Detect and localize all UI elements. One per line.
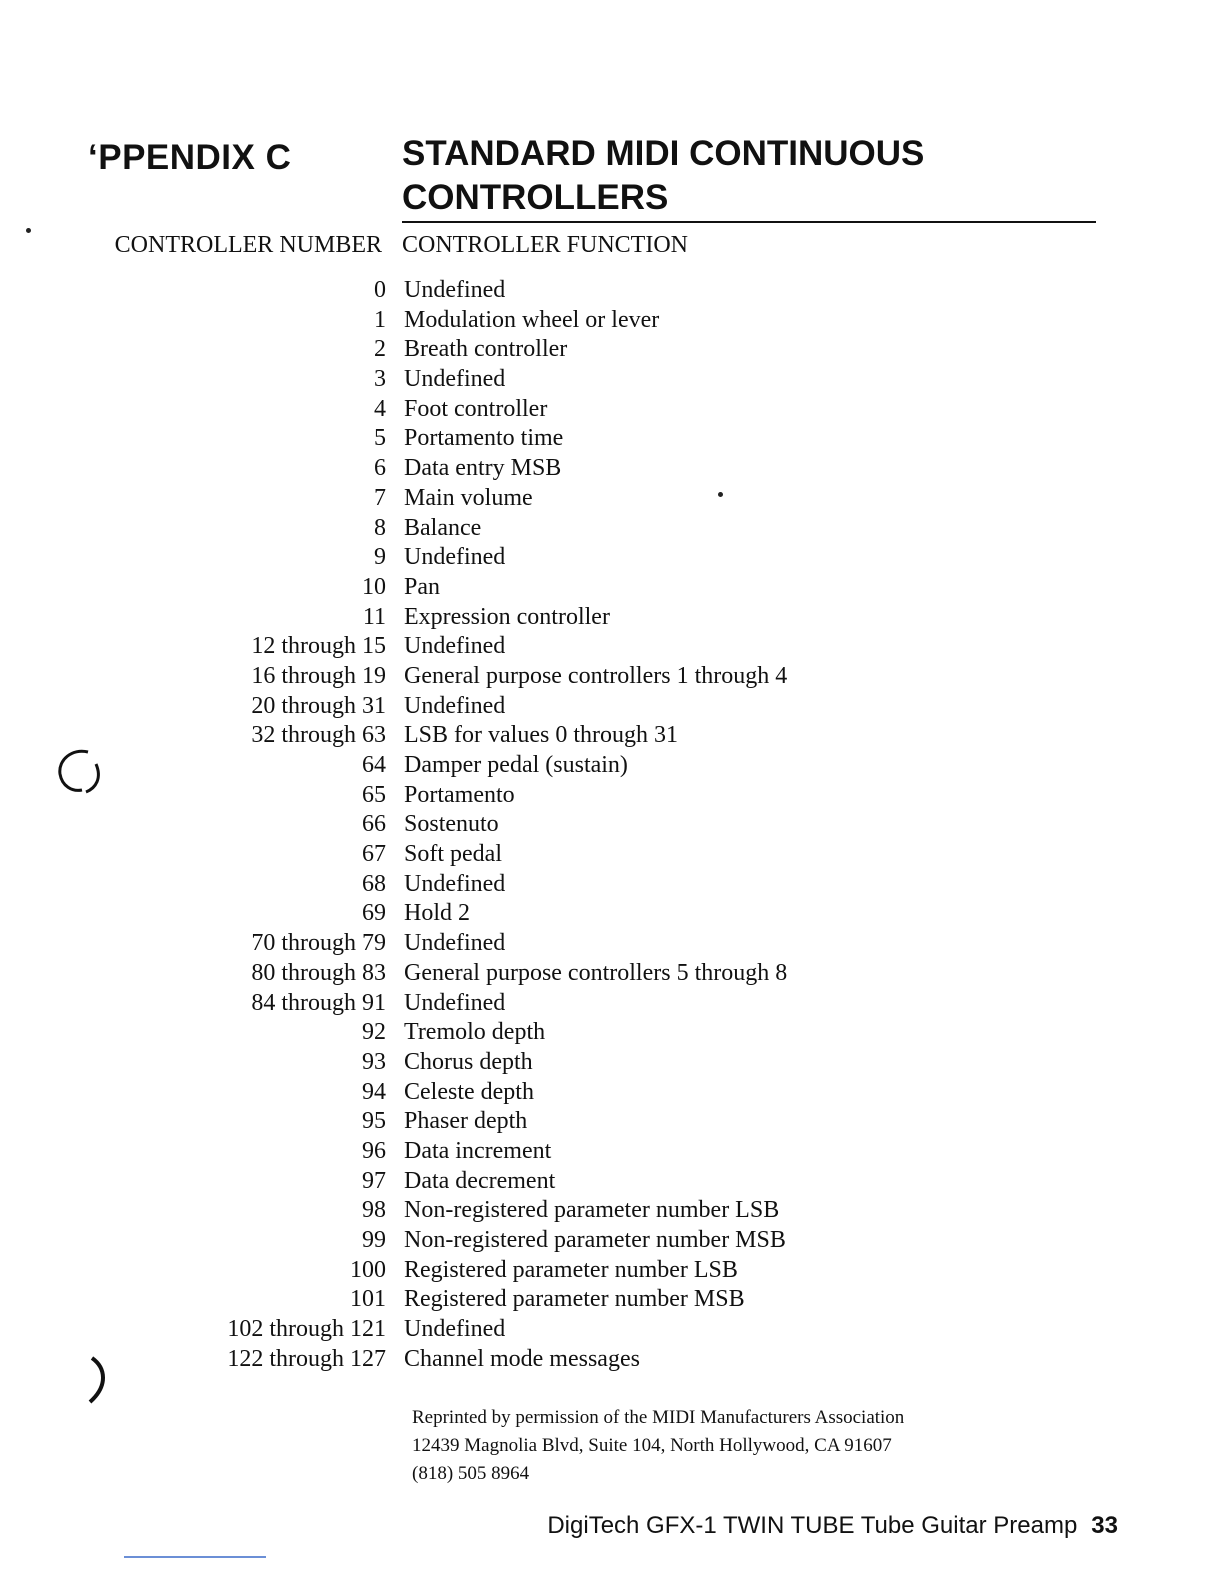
- table-row: [0, 425, 1224, 455]
- table-row: [0, 1197, 1224, 1227]
- controller-function: Portamento time: [404, 425, 564, 452]
- controller-number: 7: [374, 484, 386, 511]
- title-line-2: CONTROLLERS: [402, 178, 669, 217]
- table-row: [0, 693, 1224, 723]
- controller-function: Undefined: [404, 930, 506, 957]
- table-row: [0, 485, 1224, 515]
- controller-function: Sostenuto: [404, 811, 499, 838]
- table-row: [0, 396, 1224, 426]
- controller-number: 80 through 83: [251, 959, 386, 986]
- controller-function: Soft pedal: [404, 841, 502, 868]
- table-row: [0, 900, 1224, 930]
- controller-function: Celeste depth: [404, 1078, 534, 1105]
- controller-number: 9: [374, 544, 386, 571]
- column-header-number: CONTROLLER NUMBER: [114, 232, 382, 258]
- controller-function: Main volume: [404, 484, 533, 511]
- controller-function: LSB for values 0 through 31: [404, 722, 678, 749]
- table-row: [0, 366, 1224, 396]
- table-row: [0, 1079, 1224, 1109]
- controller-number: 65: [362, 781, 386, 808]
- controller-number: 84 through 91: [251, 989, 386, 1016]
- controller-number: 12 through 15: [251, 633, 386, 660]
- table-row: [0, 604, 1224, 634]
- controller-number: 2: [374, 336, 386, 363]
- controller-function: Undefined: [404, 277, 506, 303]
- controller-table: [0, 277, 1224, 1375]
- controller-number: 102 through 121: [227, 1316, 386, 1343]
- table-row: [0, 455, 1224, 485]
- credit-line-1: Reprinted by permission of the MIDI Manufacturers Association: [412, 1407, 905, 1428]
- controller-number: 92: [362, 1019, 386, 1046]
- controller-number: 20 through 31: [251, 692, 386, 719]
- controller-number: 68: [362, 870, 386, 897]
- controller-number: 95: [362, 1108, 386, 1135]
- binder-hole-mark: [80, 1350, 120, 1410]
- controller-number: 64: [362, 752, 386, 778]
- controller-function: Registered parameter number MSB: [404, 1286, 745, 1313]
- table-row: [0, 1019, 1224, 1049]
- controller-number: 0: [374, 277, 386, 303]
- controller-function: Data decrement: [404, 1167, 556, 1194]
- table-row: [0, 1227, 1224, 1257]
- controller-function: General purpose controllers 1 through 4: [404, 662, 788, 689]
- controller-number: 3: [374, 366, 386, 393]
- table-row: [0, 811, 1224, 841]
- controller-number: 70 through 79: [251, 930, 386, 957]
- controller-function: Pan: [404, 573, 440, 600]
- page-number: 33: [1091, 1512, 1118, 1539]
- controller-number: 66: [362, 811, 386, 838]
- table-row: [0, 1286, 1224, 1316]
- controller-number: 10: [362, 573, 386, 600]
- table-row: [0, 1257, 1224, 1287]
- table-row: [0, 574, 1224, 604]
- controller-number: 69: [362, 900, 386, 927]
- page-footer: [547, 1512, 1118, 1540]
- controller-number: 8: [374, 514, 386, 541]
- column-header-function: CONTROLLER FUNCTION: [402, 232, 688, 258]
- table-row: [0, 722, 1224, 752]
- controller-number: 11: [362, 603, 386, 630]
- controller-function: Balance: [404, 514, 482, 541]
- controller-number: 98: [362, 1197, 386, 1224]
- controller-function: Undefined: [404, 544, 506, 571]
- controller-number: 100: [350, 1256, 386, 1283]
- controller-number: 101: [350, 1286, 386, 1313]
- table-row: [0, 1049, 1224, 1079]
- controller-function: Damper pedal (sustain): [404, 752, 628, 778]
- controller-function: Undefined: [404, 870, 506, 897]
- credit-line-2: 12439 Magnolia Blvd, Suite 104, North Hollywood, CA 91607: [412, 1435, 892, 1456]
- credit-block: [412, 1404, 904, 1488]
- controller-function: Modulation wheel or lever: [404, 306, 660, 333]
- controller-function: Data entry MSB: [404, 455, 562, 482]
- controller-number: 5: [374, 425, 386, 452]
- table-row: [0, 1138, 1224, 1168]
- controller-number: 16 through 19: [251, 662, 386, 689]
- table-row: [0, 960, 1224, 990]
- controller-number: 94: [362, 1078, 386, 1105]
- table-row: [0, 1346, 1224, 1376]
- controller-function: Phaser depth: [404, 1108, 528, 1135]
- controller-function: Portamento: [404, 781, 515, 808]
- table-row: [0, 871, 1224, 901]
- controller-function: Tremolo depth: [404, 1019, 546, 1046]
- scan-speck: [26, 228, 31, 233]
- title-line-1: STANDARD MIDI CONTINUOUS: [402, 134, 925, 173]
- controller-function: Undefined: [404, 366, 506, 393]
- table-row: [0, 752, 1224, 782]
- binder-hole-mark: [52, 744, 112, 804]
- table-row: [0, 633, 1224, 663]
- credit-line-3: (818) 505 8964: [412, 1463, 530, 1484]
- controller-function: Chorus depth: [404, 1048, 533, 1075]
- table-row: [0, 336, 1224, 366]
- controller-function: Foot controller: [404, 395, 548, 422]
- controller-number: 122 through 127: [227, 1345, 386, 1372]
- table-row: [0, 277, 1224, 307]
- footer-product: DigiTech GFX-1 TWIN TUBE Tube Guitar Preamp: [547, 1512, 1078, 1539]
- controller-function: Breath controller: [404, 336, 568, 363]
- table-row: [0, 1168, 1224, 1198]
- controller-function: Data increment: [404, 1137, 552, 1164]
- controller-number: 93: [362, 1048, 386, 1075]
- controller-function: General purpose controllers 5 through 8: [404, 959, 788, 986]
- controller-number: 97: [362, 1167, 386, 1194]
- controller-number: 4: [374, 395, 386, 422]
- table-row: [0, 663, 1224, 693]
- footer-rule: [124, 1556, 266, 1558]
- controller-number: 1: [374, 306, 386, 333]
- table-row: [0, 307, 1224, 337]
- table-row: [0, 544, 1224, 574]
- page-title: [402, 132, 1096, 223]
- table-row: [0, 990, 1224, 1020]
- table-row: [0, 515, 1224, 545]
- controller-function: Expression controller: [404, 603, 610, 630]
- appendix-label: ʻPPENDIX C: [88, 138, 292, 177]
- controller-number: 32 through 63: [251, 722, 386, 749]
- controller-number: 99: [362, 1227, 386, 1253]
- table-row: [0, 1108, 1224, 1138]
- controller-number: 6: [374, 455, 386, 482]
- table-row: [0, 930, 1224, 960]
- controller-function: Undefined: [404, 989, 506, 1016]
- scan-speck: [718, 492, 723, 497]
- controller-function: Undefined: [404, 633, 506, 660]
- controller-function: Channel mode messages: [404, 1345, 640, 1372]
- table-row: [0, 841, 1224, 871]
- table-row: [0, 1316, 1224, 1346]
- controller-function: Registered parameter number LSB: [404, 1256, 738, 1283]
- table-row: [0, 782, 1224, 812]
- controller-number: 67: [362, 841, 386, 868]
- controller-function: Undefined: [404, 692, 506, 719]
- controller-function: Undefined: [404, 1316, 506, 1343]
- controller-function: Non-registered parameter number MSB: [404, 1227, 786, 1253]
- controller-number: 96: [362, 1137, 386, 1164]
- controller-function: Non-registered parameter number LSB: [404, 1197, 780, 1224]
- controller-function: Hold 2: [404, 900, 470, 927]
